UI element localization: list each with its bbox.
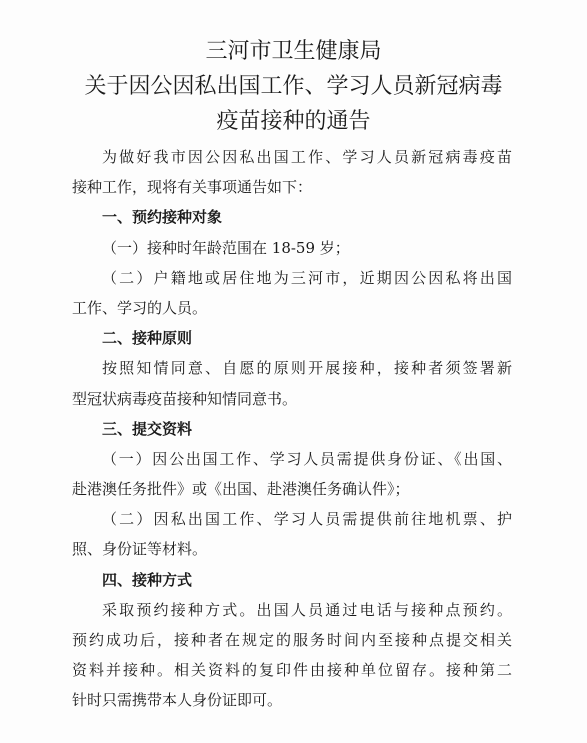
- intro-line-1: 为做好我市因公因私出国工作、学习人员新冠病毒疫苗: [102, 148, 512, 166]
- section-2-line-2: 型冠状病毒疫苗接种知情同意书。: [72, 389, 298, 408]
- section-heading-method: 四、接种方式: [102, 570, 193, 589]
- section-heading-principles: 二、接种原则: [102, 329, 193, 348]
- issuing-organization: 三河市卫生健康局: [205, 39, 382, 64]
- section-heading-eligibility: 一、预约接种对象: [102, 208, 223, 227]
- section-1-line-3: 工作、学习的人员。: [72, 298, 208, 317]
- section-3-line-3: （二）因私出国工作、学习人员需提供前往地机票、护: [102, 510, 512, 529]
- section-4-line-1: 采取预约接种方式。出国人员通过电话与接种点预约。: [102, 600, 512, 619]
- section-1-line-2: （二）户籍地或居住地为三河市，近期因公因私将出国: [102, 268, 512, 287]
- section-4-line-4: 针时只需携带本人身份证即可。: [72, 691, 283, 710]
- section-3-line-2: 赴港澳任务批件》或《出国、赴港澳任务确认件》；: [72, 480, 410, 499]
- title-line-1: 关于因公因私出国工作、学习人员新冠病毒: [84, 74, 503, 99]
- section-1-line-1: （一）接种时年龄范围在 18-59 岁；: [102, 238, 350, 257]
- section-2-line-1: 按照知情同意、自愿的原则开展接种，接种者须签署新: [102, 359, 512, 378]
- title-line-2: 疫苗接种的通告: [216, 109, 371, 134]
- section-3-line-1: （一）因公出国工作、学习人员需提供身份证、《出国、: [102, 449, 512, 468]
- section-3-line-4: 照、身份证等材料。: [72, 540, 208, 559]
- section-heading-documents: 三、提交资料: [102, 419, 193, 438]
- intro-line-2: 接种工作，现将有关事项通告如下：: [72, 178, 313, 197]
- section-4-line-2: 预约成功后，接种者在规定的服务时间内至接种点提交相关: [72, 631, 512, 649]
- notice-title: [0, 34, 587, 139]
- section-4-line-3: 资料并接种。相关资料的复印件由接种单位留存。接种第二: [72, 661, 512, 680]
- notice-body: [72, 142, 512, 716]
